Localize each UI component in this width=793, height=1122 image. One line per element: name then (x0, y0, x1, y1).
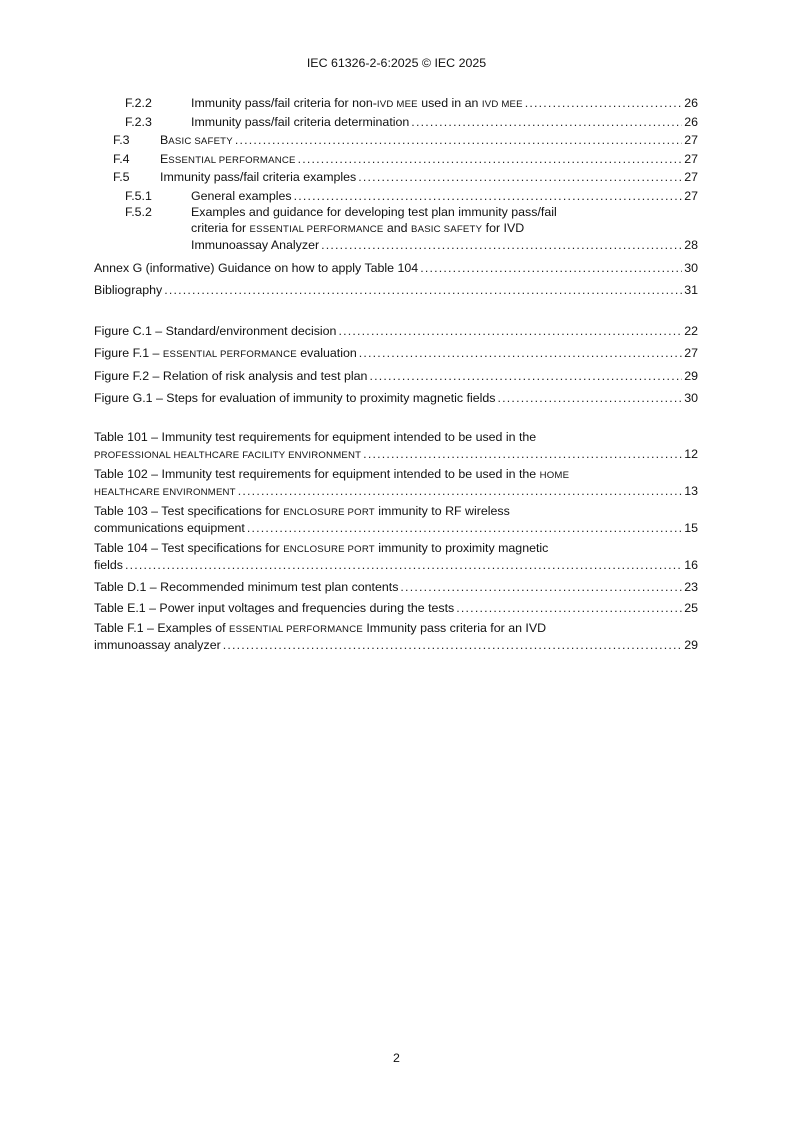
toc-entry-f-5-1[interactable] (94, 187, 698, 206)
toc-title-line-1: Table 102 – Immunity test requirements for equipment intended to be used in the HOME (94, 466, 570, 481)
leader-dots (223, 636, 682, 655)
leader-dots (359, 344, 682, 363)
toc-page: 28 (684, 238, 698, 252)
leader-dots (294, 187, 682, 206)
toc-page: 27 (684, 170, 698, 184)
toc-title-line-2: immunoassay analyzer (94, 638, 221, 652)
toc-entry-f-5[interactable] (94, 168, 698, 187)
list-of-tables-entry-104[interactable] (94, 541, 698, 575)
toc-title: General examples (191, 188, 292, 203)
leader-dots (411, 113, 682, 132)
toc-page: 30 (684, 260, 698, 275)
toc-page: 22 (684, 323, 698, 338)
toc-page: 16 (684, 558, 698, 572)
toc-number: F.2.2 (125, 96, 152, 110)
toc-page: 30 (684, 391, 698, 405)
list-of-tables-entry-d-1[interactable] (94, 578, 698, 597)
toc-title-line-3: Immunoassay Analyzer (191, 238, 320, 252)
toc-title: Immunity pass/fail criteria determination (191, 114, 410, 129)
toc-page: 12 (684, 447, 698, 461)
page-number: 2 (393, 1051, 400, 1065)
leader-dots (235, 131, 682, 150)
toc-number: F.2.3 (125, 114, 152, 129)
leader-dots (125, 556, 682, 575)
list-of-tables-entry-f-1[interactable] (94, 621, 698, 655)
toc-page: 27 (684, 133, 698, 147)
toc-title-line-1: Table 104 – Test specifications for ENCLOSURE PORT immunity to proximity magnetic (94, 540, 549, 555)
toc-number: F.5 (113, 170, 130, 184)
list-of-figures-entry-f-1[interactable] (94, 344, 698, 363)
toc-entry-f-3[interactable] (94, 131, 698, 150)
table-of-contents (94, 94, 698, 655)
toc-entry-f-2-2[interactable] (94, 94, 698, 113)
leader-dots (420, 259, 682, 278)
toc-title: Bibliography (94, 283, 163, 297)
toc-page: 23 (684, 579, 698, 594)
toc-title: Immunity pass/fail criteria for non-IVD MEE used in an IVD MEE (191, 96, 523, 110)
toc-title-line-2: PROFESSIONAL HEALTHCARE FACILITY ENVIRONMENT (94, 450, 362, 461)
toc-number: F.5.1 (125, 188, 152, 203)
leader-dots (358, 168, 682, 187)
leader-dots (456, 599, 682, 618)
toc-page: 31 (684, 283, 698, 297)
leader-dots (400, 578, 682, 597)
toc-entry-f-2-3[interactable] (94, 113, 698, 132)
toc-title-line-2: HEALTHCARE ENVIRONMENT (94, 487, 236, 498)
list-of-tables-entry-101[interactable] (94, 430, 698, 464)
toc-title: BASIC SAFETY (160, 133, 233, 147)
list-of-tables-entry-e-1[interactable] (94, 599, 698, 618)
toc-title-line-1: Table F.1 – Examples of ESSENTIAL PERFORMANCE Immunity pass criteria for an IVD (94, 620, 547, 635)
toc-title-line-1: Table 101 – Immunity test requirements for equipment intended to be used in the (94, 429, 537, 444)
page-header: IEC 61326-2-6:2025 © IEC 2025 (306, 56, 487, 70)
toc-title: Immunity pass/fail criteria examples (160, 170, 357, 184)
list-of-figures-entry-c-1[interactable] (94, 322, 698, 341)
toc-title-line-2: communications equipment (94, 521, 245, 535)
toc-title-line-1: Table 103 – Test specifications for ENCLOSURE PORT immunity to RF wireless (94, 503, 510, 518)
toc-page: 27 (684, 188, 698, 203)
toc-page: 27 (684, 151, 698, 166)
toc-title-line-1: Examples and guidance for developing test plan immunity pass/fail (191, 205, 557, 219)
toc-entry-f-5-2[interactable] (94, 205, 698, 255)
leader-dots (369, 367, 682, 386)
leader-dots (321, 236, 682, 255)
toc-title: Annex G (informative) Guidance on how to apply Table 104 (94, 260, 419, 275)
list-of-figures-entry-f-2[interactable] (94, 367, 698, 386)
leader-dots (298, 150, 682, 169)
toc-title: ESSENTIAL PERFORMANCE (160, 151, 296, 166)
leader-dots (238, 482, 682, 501)
toc-number: F.3 (113, 133, 130, 147)
toc-page: 27 (684, 346, 698, 360)
list-of-tables-entry-102[interactable] (94, 467, 698, 501)
toc-entry-bibliography[interactable] (94, 281, 698, 300)
leader-dots (247, 519, 682, 538)
toc-title: Figure C.1 – Standard/environment decision (94, 323, 337, 338)
toc-title-line-2: criteria for ESSENTIAL PERFORMANCE and BASIC SAFETY for IVD (191, 220, 525, 235)
list-of-figures-entry-g-1[interactable] (94, 389, 698, 408)
toc-title: Figure F.1 – ESSENTIAL PERFORMANCE evaluation (94, 346, 357, 360)
leader-dots (164, 281, 682, 300)
toc-entry-annex-g[interactable] (94, 259, 698, 278)
toc-page: 26 (684, 114, 698, 129)
leader-dots (525, 94, 682, 113)
toc-page: 29 (684, 638, 698, 652)
toc-number: F.5.2 (125, 205, 152, 219)
toc-page: 15 (684, 521, 698, 535)
leader-dots (363, 445, 682, 464)
list-of-tables-entry-103[interactable] (94, 504, 698, 538)
toc-page: 25 (684, 601, 698, 615)
toc-page: 13 (684, 484, 698, 498)
leader-dots (338, 322, 682, 341)
toc-entry-f-4[interactable] (94, 150, 698, 169)
toc-title: Table E.1 – Power input voltages and frequencies during the tests (94, 601, 455, 615)
toc-title: Figure F.2 – Relation of risk analysis and test plan (94, 368, 368, 383)
toc-title-line-2: fields (94, 558, 123, 572)
toc-page: 26 (684, 96, 698, 110)
toc-number: F.4 (113, 151, 130, 166)
toc-title: Table D.1 – Recommended minimum test plan contents (94, 579, 399, 594)
leader-dots (498, 389, 683, 408)
toc-title: Figure G.1 – Steps for evaluation of immunity to proximity magnetic fields (94, 391, 496, 405)
toc-page: 29 (684, 368, 698, 383)
